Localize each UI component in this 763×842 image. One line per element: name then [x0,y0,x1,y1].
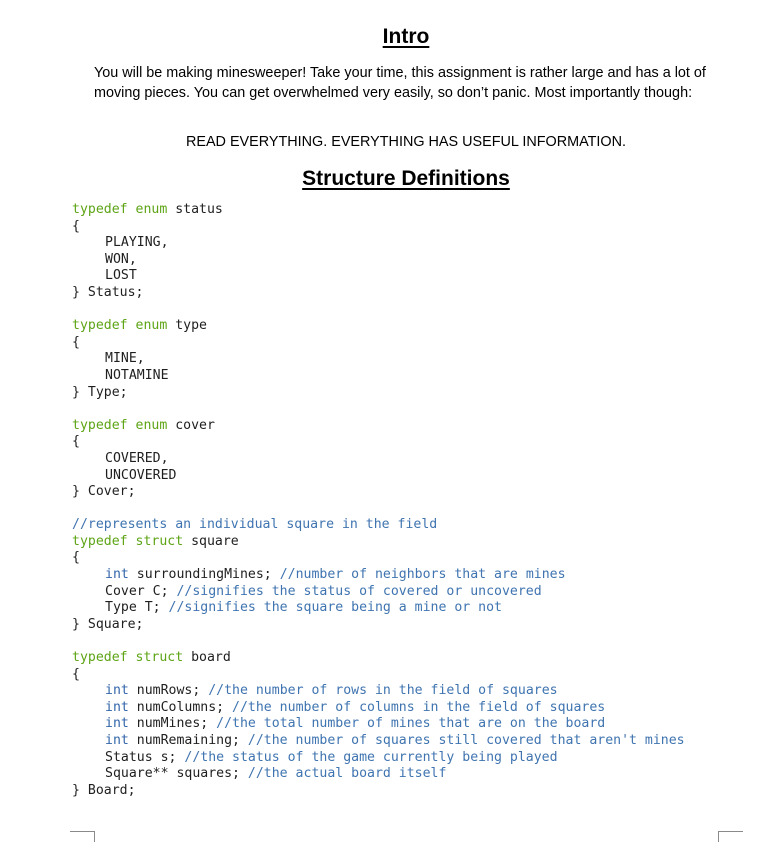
status-enum-block [72,202,685,302]
field-decl: numMines; [128,716,217,732]
field-decl: surroundingMines; [128,567,280,583]
keyword: struct [135,533,184,549]
struct-field [72,700,685,717]
enum-name: cover [167,417,215,433]
enum-value: WON, [105,251,137,267]
code-line [72,268,685,285]
keyword: enum [135,417,168,433]
type-keyword: int [105,683,129,699]
enum-value: UNCOVERED [105,467,177,483]
field-comment: //the number of rows in the field of squares [208,683,558,699]
code-line [72,235,685,252]
code-line [72,252,685,269]
keyword: struct [135,650,184,666]
field-decl: Status s; [105,749,185,765]
struct-name: square [183,533,239,549]
type-keyword: int [105,699,129,715]
field-decl: numRows; [128,683,209,699]
code-line: { [72,434,80,450]
struct-field [72,600,685,617]
field-decl: Square** squares; [105,766,248,782]
code-line [72,351,685,368]
field-comment: //signifies the status of covered or uncovered [176,583,542,599]
type-keyword: int [105,716,129,732]
code-line: { [72,550,80,566]
code-line: } Cover; [72,484,136,500]
code-line [72,451,685,468]
enum-value: NOTAMINE [105,367,169,383]
code-line: { [72,334,80,350]
code-line [72,468,685,485]
struct-field [72,750,685,767]
page-margin-corner-left [70,831,95,842]
keyword: typedef [72,417,128,433]
struct-field [72,683,685,700]
field-comment: //the number of columns in the field of squares [232,699,606,715]
field-decl: numColumns; [128,699,233,715]
field-comment: //the number of squares still covered that aren't mines [247,733,685,748]
intro-paragraph: You will be making minesweeper! Take your time, this assignment is rather large and has a lot of moving pieces. You can get overwhelmed very easily, so don’t panic. Most importantly though: [94,65,706,101]
page-margin-corner-right [718,831,743,842]
board-struct-block [72,650,685,799]
code-line: } Type; [72,384,128,400]
keyword: typedef [72,318,128,334]
type-enum-block [72,318,685,401]
field-decl: Type T; [105,600,169,616]
code-line: { [72,666,80,682]
field-comment: //number of neighbors that are mines [279,567,566,583]
code-line: { [72,218,80,234]
structure-definitions-heading: Structure Definitions [302,167,510,190]
emphasis-line: READ EVERYTHING. EVERYTHING HAS USEFUL INFORMATION. [185,134,627,150]
square-struct-block [72,517,685,633]
code-comment: //represents an individual square in the field [72,517,438,533]
code-listing [72,202,685,816]
field-comment: //the actual board itself [247,766,447,782]
enum-name: type [167,318,207,334]
cover-enum-block [72,418,685,501]
code-line [72,318,685,335]
struct-field [72,567,685,584]
keyword: typedef [72,533,128,549]
type-keyword: int [105,567,129,583]
struct-field [72,584,685,601]
keyword: enum [135,202,168,217]
struct-name: board [183,650,231,666]
enum-value: COVERED, [105,450,169,466]
keyword: typedef [72,202,128,217]
enum-value: MINE, [105,351,145,367]
field-comment: //the total number of mines that are on the board [216,716,606,732]
code-line [72,418,685,435]
code-line [72,368,685,385]
struct-field [72,716,685,733]
type-keyword: int [105,733,129,748]
field-comment: //the status of the game currently being played [184,749,558,765]
code-line: } Square; [72,616,144,632]
keyword: typedef [72,650,128,666]
struct-field [72,766,685,783]
field-decl: numRemaining; [128,733,248,748]
field-decl: Cover C; [105,583,177,599]
code-line [72,650,685,667]
code-line: } Status; [72,284,144,300]
struct-field [72,733,685,750]
field-comment: //signifies the square being a mine or not [168,600,502,616]
enum-value: LOST [105,268,137,284]
code-line [72,534,685,551]
enum-name: status [167,202,223,217]
intro-heading: Intro [382,25,430,48]
code-line [72,202,685,219]
keyword: enum [135,318,168,334]
code-line: } Board; [72,782,136,798]
enum-value: PLAYING, [105,235,169,251]
